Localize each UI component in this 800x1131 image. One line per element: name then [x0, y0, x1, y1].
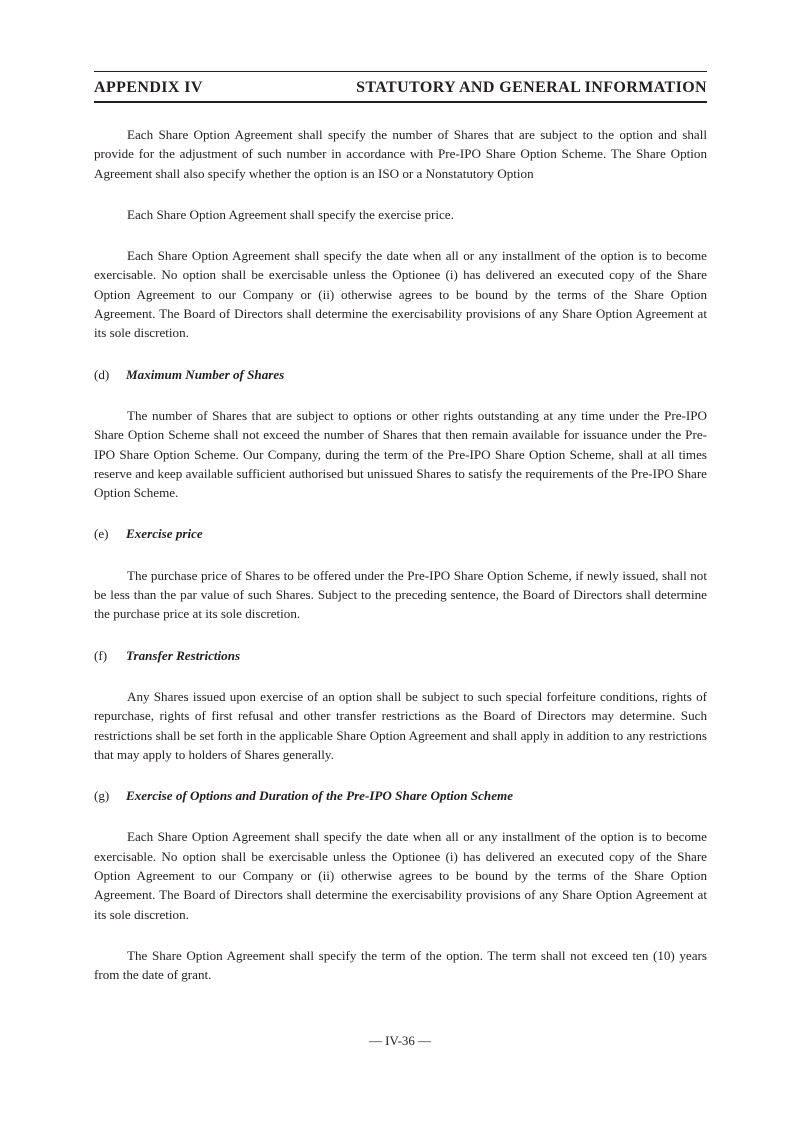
appendix-label: APPENDIX IV — [94, 79, 203, 96]
paragraph-exercise-price: Each Share Option Agreement shall specify the exercise price. — [127, 206, 454, 222]
section-letter: (e) — [94, 526, 109, 542]
section-title-text: Transfer Restrictions — [126, 647, 241, 663]
section-heading-f — [94, 646, 707, 665]
page-body — [94, 125, 707, 985]
header-rule-top — [94, 71, 707, 72]
section-title-text: Exercise price — [126, 526, 203, 542]
section-letter: (d) — [94, 366, 110, 382]
paragraph-purchase-price: The purchase price of Shares to be offered under the Pre-IPO Share Option Scheme, if newly issued, shall not be less than the par value of such Shares. Subject to the preceding sentence, the Board of Directors shall determine the purchase price at its sole discretion. — [94, 567, 707, 622]
section-title-text: Maximum Number of Shares — [126, 366, 285, 382]
section-heading-d — [94, 365, 707, 384]
section-letter: (f) — [94, 647, 108, 663]
header-rule-bottom — [94, 101, 707, 103]
paragraph-option-shares: Each Share Option Agreement shall specify the number of Shares that are subject to the option and shall provide for the adjustment of such number in accordance with Pre-IPO Share Option Scheme. The Share Option Agreement shall also specify whether the option is an ISO or a Nonstatutory Option — [94, 127, 707, 181]
section-title-text: Exercise of Options and Duration of the Pre-IPO Share Option Scheme — [126, 788, 514, 804]
page-header — [94, 78, 707, 98]
page-number: — IV-36 — — [368, 1033, 432, 1048]
paragraph-maximum-shares: The number of Shares that are subject to options or other rights outstanding at any time under the Pre-IPO Share Option Scheme shall not exceed the number of Shares that then remain available for issuance under the Pre-IPO Share Option Scheme. Our Company, during the term of the Pre-IPO Share Option Scheme, shall at all times reserve and keep available sufficient authorised but unissued Shares to satisfy the requirements of the Pre-IPO Share Option Scheme. — [94, 407, 707, 501]
section-heading-e — [94, 524, 707, 543]
paragraph-transfer-restrictions: Any Shares issued upon exercise of an option shall be subject to such special forfeiture conditions, rights of repurchase, rights of first refusal and other transfer restrictions as the Board of Directors may determine. Such restrictions shall be set forth in the applicable Share Option Agreement and shall apply in addition to any restrictions that may apply to holders of Shares generally. — [94, 688, 707, 762]
paragraph-exercise-of-options: Each Share Option Agreement shall specify the date when all or any installment of the option is to become exercisable. No option shall be exercisable unless the Optionee (i) has delivered an executed copy of the Share Option Agreement to our Company or (ii) otherwise agrees to be bound by the terms of the Share Option Agreement. The Board of Directors shall determine the exercisability provisions of any Share Option Agreement at its sole discretion. — [94, 829, 707, 922]
paragraph-exercisability: Each Share Option Agreement shall specify the date when all or any installment of the option is to become exercisable. No option shall be exercisable unless the Optionee (i) has delivered an executed copy of the Share Option Agreement to our Company or (ii) otherwise agrees to be bound by the terms of the Share Option Agreement. The Board of Directors shall determine the exercisability provisions of any Share Option Agreement at its sole discretion. — [94, 248, 707, 341]
section-heading-g — [94, 786, 707, 805]
paragraph-option-term: The Share Option Agreement shall specify the term of the option. The term shall not exceed ten (10) years from the date of grant. — [94, 947, 707, 983]
section-title: STATUTORY AND GENERAL INFORMATION — [356, 79, 707, 96]
section-letter: (g) — [94, 788, 110, 804]
